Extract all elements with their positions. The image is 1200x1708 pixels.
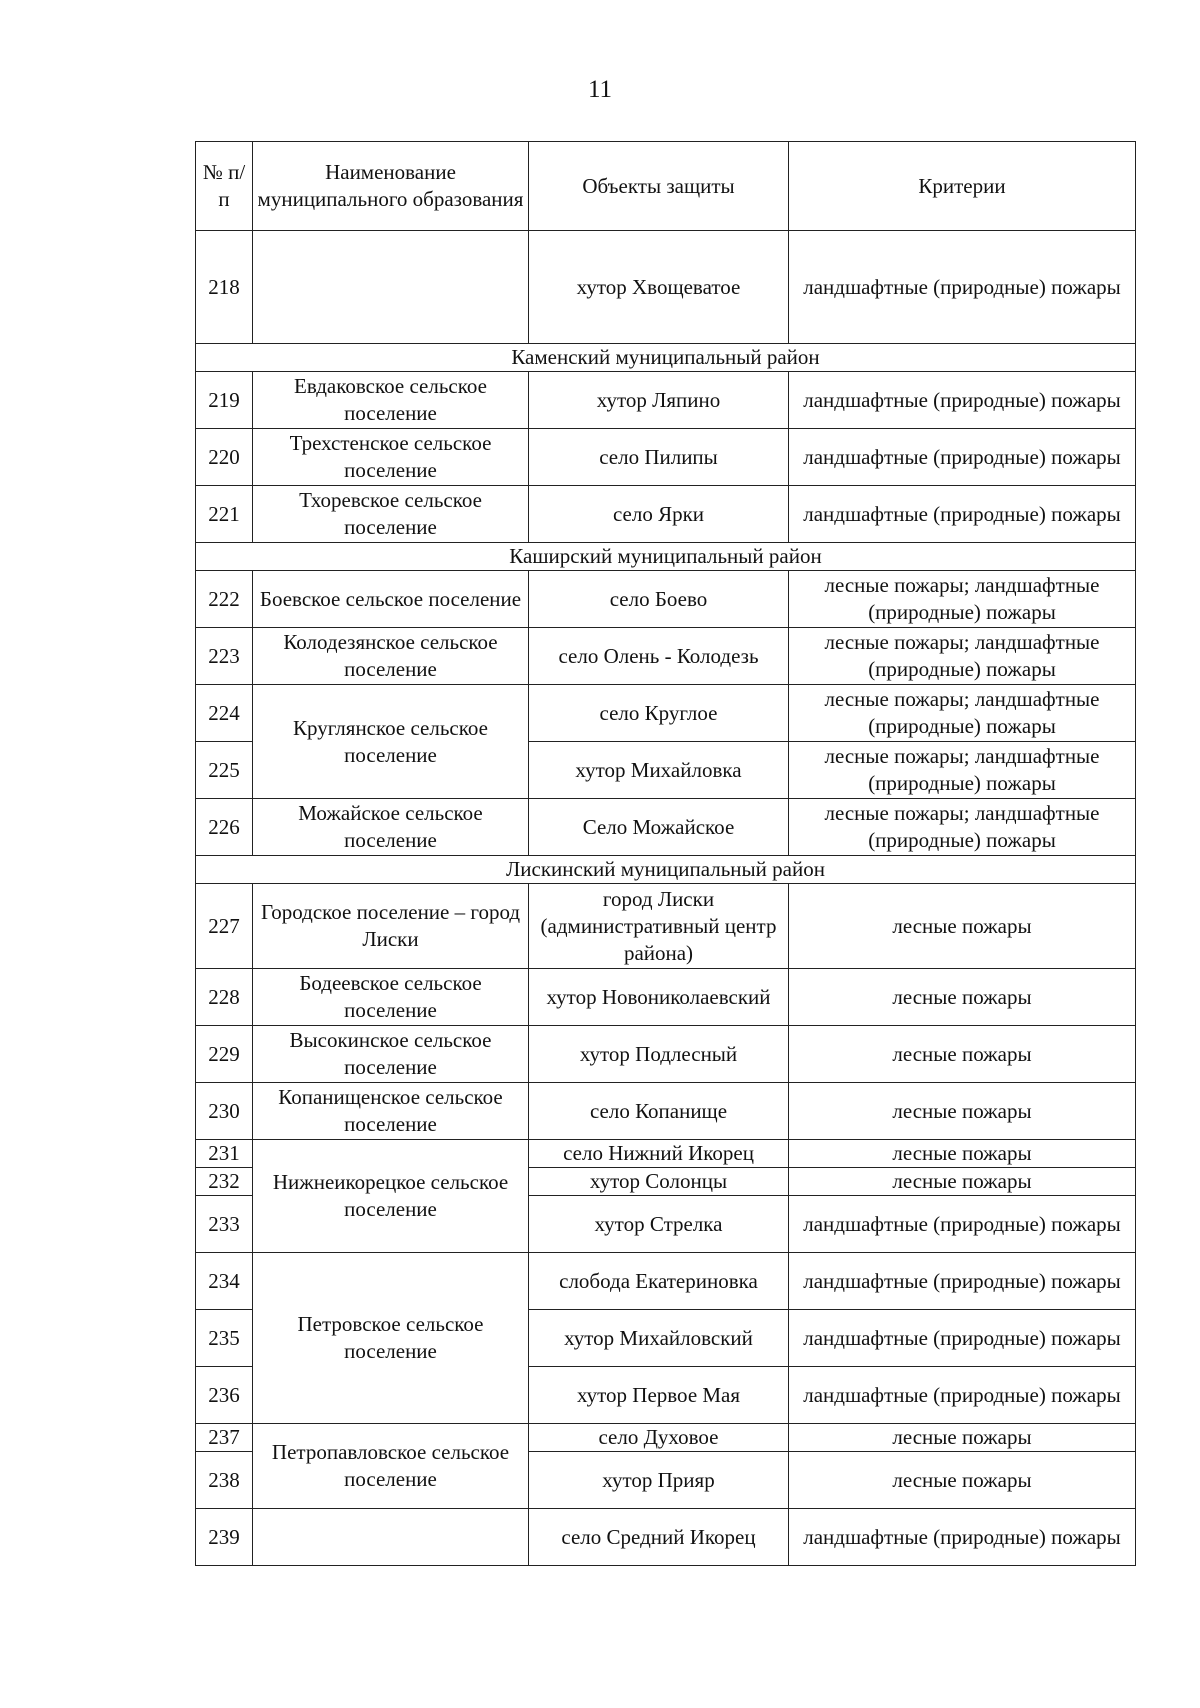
object-cell: хутор Прияр [529,1452,789,1509]
header-municipality: Наименование муниципального образования [253,142,529,231]
criteria-cell: лесные пожары [789,1026,1136,1083]
row-number: 239 [196,1509,253,1566]
municipality-cell: Круглянское сельское поселение [253,685,529,799]
row-number: 233 [196,1196,253,1253]
municipality-cell [253,1509,529,1566]
table-row [196,571,1136,628]
object-cell: Село Можайское [529,799,789,856]
criteria-cell: лесные пожары [789,1168,1136,1196]
object-cell: село Нижний Икорец [529,1140,789,1168]
municipality-cell: Петропавловское сельское поселение [253,1424,529,1509]
table-row [196,1424,1136,1452]
municipality-cell: Боевское сельское поселение [253,571,529,628]
criteria-cell: лесные пожары [789,1424,1136,1452]
municipality-cell: Колодезянское сельское поселение [253,628,529,685]
municipality-cell: Можайское сельское поселение [253,799,529,856]
table-row [196,486,1136,543]
criteria-cell: ландшафтные (природные) пожары [789,1367,1136,1424]
header-criteria: Критерии [789,142,1136,231]
row-number: 228 [196,969,253,1026]
object-cell: слобода Екатериновка [529,1253,789,1310]
protection-objects-table [195,141,1136,1566]
table-row [196,231,1136,344]
criteria-cell: ландшафтные (природные) пожары [789,1253,1136,1310]
object-cell: село Ярки [529,486,789,543]
criteria-cell: ландшафтные (природные) пожары [789,1509,1136,1566]
object-cell: село Боево [529,571,789,628]
municipality-cell: Копанищенское сельское поселение [253,1083,529,1140]
row-number: 232 [196,1168,253,1196]
table-row [196,1083,1136,1140]
criteria-cell: лесные пожары [789,969,1136,1026]
table-row [196,685,1136,742]
object-cell: хутор Первое Мая [529,1367,789,1424]
object-cell: село Копанище [529,1083,789,1140]
municipality-cell: Трехстенское сельское поселение [253,429,529,486]
table-header-row [196,142,1136,231]
section-row [196,543,1136,571]
header-objects: Объекты защиты [529,142,789,231]
criteria-cell: лесные пожары; ландшафтные (природные) пожары [789,571,1136,628]
object-cell: село Духовое [529,1424,789,1452]
table-row [196,628,1136,685]
row-number: 234 [196,1253,253,1310]
table-row [196,1253,1136,1310]
row-number: 231 [196,1140,253,1168]
object-cell: село Средний Икорец [529,1509,789,1566]
row-number: 238 [196,1452,253,1509]
criteria-cell: лесные пожары [789,1083,1136,1140]
table-row [196,969,1136,1026]
criteria-cell: ландшафтные (природные) пожары [789,1196,1136,1253]
table-row [196,372,1136,429]
municipality-cell: Городское поселение – город Лиски [253,884,529,969]
object-cell: хутор Солонцы [529,1168,789,1196]
municipality-cell: Бодеевское сельское поселение [253,969,529,1026]
row-number: 236 [196,1367,253,1424]
municipality-cell: Тхоревское сельское поселение [253,486,529,543]
table-row [196,429,1136,486]
object-cell: хутор Ляпино [529,372,789,429]
municipality-cell: Евдаковское сельское поселение [253,372,529,429]
criteria-cell: лесные пожары; ландшафтные (природные) пожары [789,685,1136,742]
row-number: 226 [196,799,253,856]
table-row [196,884,1136,969]
section-heading: Каширский муниципальный район [196,543,1136,571]
header-num: № п/п [196,142,253,231]
row-number: 227 [196,884,253,969]
object-cell: село Пилипы [529,429,789,486]
criteria-cell: лесные пожары; ландшафтные (природные) пожары [789,742,1136,799]
object-cell: хутор Новониколаевский [529,969,789,1026]
object-cell: хутор Подлесный [529,1026,789,1083]
section-row [196,856,1136,884]
row-number: 225 [196,742,253,799]
municipality-cell: Высокинское сельское поселение [253,1026,529,1083]
row-number: 222 [196,571,253,628]
object-cell: хутор Стрелка [529,1196,789,1253]
object-cell: село Круглое [529,685,789,742]
object-cell: хутор Михайловка [529,742,789,799]
row-number: 237 [196,1424,253,1452]
criteria-cell: ландшафтные (природные) пожары [789,429,1136,486]
criteria-cell: лесные пожары; ландшафтные (природные) пожары [789,628,1136,685]
criteria-cell: лесные пожары [789,1140,1136,1168]
criteria-cell: ландшафтные (природные) пожары [789,372,1136,429]
object-cell: хутор Михайловский [529,1310,789,1367]
section-heading: Лискинский муниципальный район [196,856,1136,884]
criteria-cell: ландшафтные (природные) пожары [789,231,1136,344]
row-number: 235 [196,1310,253,1367]
object-cell: хутор Хвощеватое [529,231,789,344]
section-row [196,344,1136,372]
table-row [196,1509,1136,1566]
object-cell: город Лиски (административный центр района) [529,884,789,969]
page-number: 11 [587,76,613,103]
row-number: 218 [196,231,253,344]
municipality-cell: Нижнеикорецкое сельское поселение [253,1140,529,1253]
row-number: 230 [196,1083,253,1140]
municipality-cell [253,231,529,344]
table-row [196,1026,1136,1083]
object-cell: село Олень - Колодезь [529,628,789,685]
section-heading: Каменский муниципальный район [196,344,1136,372]
row-number: 224 [196,685,253,742]
row-number: 220 [196,429,253,486]
row-number: 229 [196,1026,253,1083]
row-number: 221 [196,486,253,543]
table-row [196,799,1136,856]
criteria-cell: ландшафтные (природные) пожары [789,1310,1136,1367]
row-number: 219 [196,372,253,429]
criteria-cell: лесные пожары [789,1452,1136,1509]
criteria-cell: лесные пожары; ландшафтные (природные) пожары [789,799,1136,856]
municipality-cell: Петровское сельское поселение [253,1253,529,1424]
criteria-cell: лесные пожары [789,884,1136,969]
row-number: 223 [196,628,253,685]
criteria-cell: ландшафтные (природные) пожары [789,486,1136,543]
table-row [196,1140,1136,1168]
